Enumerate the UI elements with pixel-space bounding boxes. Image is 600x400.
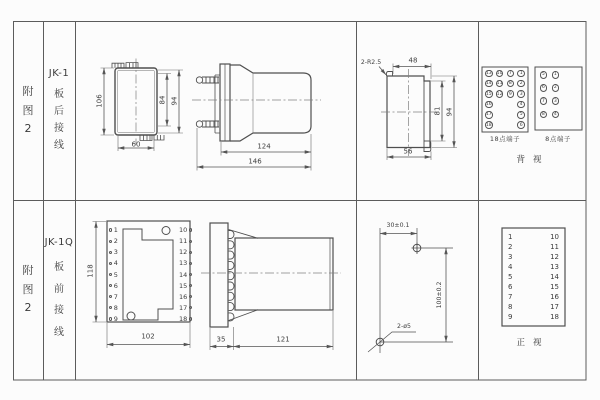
terminal-circle: 5	[517, 111, 525, 119]
terminal-number: 18	[179, 315, 188, 323]
figure-label: 附图2	[22, 263, 34, 315]
terminal-circle: 1	[552, 71, 560, 79]
terminal-block-18	[482, 67, 528, 132]
terminal-row	[109, 237, 122, 245]
terminal-row	[175, 304, 192, 312]
dim-100: 100±0.2	[435, 281, 443, 309]
terminal-number: 11	[179, 237, 188, 246]
table-cell: 15	[550, 283, 559, 291]
dim-35: 35	[216, 335, 226, 344]
terminal-row	[175, 248, 192, 256]
terminal-number: 14	[179, 270, 188, 279]
terminal-mapping-table	[502, 228, 565, 326]
terminal-number: 16	[179, 292, 188, 301]
dim-102: 102	[141, 332, 155, 341]
jk1q-side-view	[201, 223, 341, 350]
wiring-type-label: 板后接线	[54, 88, 64, 152]
dim-30: 30±0.1	[386, 221, 410, 229]
terminal-dot	[109, 273, 112, 276]
terminal-circle: 7	[507, 70, 515, 78]
front-right-terminals	[175, 226, 192, 323]
terminal-circle: 8	[507, 80, 515, 88]
terminal-circle: 15	[485, 91, 492, 97]
front-left-terminals	[109, 226, 122, 323]
dim-106: 106	[95, 94, 104, 108]
terminal-dot	[109, 228, 112, 231]
table-left-column	[508, 233, 512, 321]
terminal-row	[175, 282, 192, 290]
row2-figure-cell	[13, 200, 43, 380]
terminal-dot	[189, 306, 192, 309]
terminal-circle: 2	[552, 84, 560, 92]
table-cell: 9	[508, 313, 513, 321]
dim-118: 118	[86, 264, 95, 278]
front-view-label: 正视	[516, 337, 550, 348]
terminal-dot	[109, 295, 112, 298]
terminal-row	[175, 271, 192, 279]
terminal-col	[507, 70, 515, 98]
terminal-dot	[109, 251, 112, 254]
terminal-row	[175, 226, 192, 234]
terminal-number: 2	[113, 237, 118, 246]
terminal-col	[552, 71, 560, 118]
terminal-circle: 3	[517, 90, 525, 98]
terminal-circle: 6	[517, 121, 525, 129]
terminal-circle: 11	[496, 81, 503, 87]
terminal-row	[109, 248, 122, 256]
table-cell: 12	[550, 253, 559, 261]
model-label: JK-1Q	[44, 237, 74, 248]
terminal-dot	[189, 317, 192, 320]
jk1-side-view	[192, 64, 321, 171]
table-cell: 3	[508, 253, 513, 261]
terminal-row	[109, 271, 122, 279]
terminal-col	[496, 70, 504, 98]
terminal-col	[540, 71, 548, 118]
terminal-dot	[189, 295, 192, 298]
dim-hole-diameter: 2-ø5	[397, 322, 411, 330]
terminal-row	[109, 259, 122, 267]
dim-94-rear: 94	[445, 107, 454, 117]
table-cell: 4	[508, 263, 513, 271]
terminal-circle: 14	[485, 81, 492, 87]
table-cell: 16	[550, 293, 559, 301]
terminal-row	[109, 282, 122, 290]
terminal-number: 5	[113, 270, 118, 279]
terminal-dot	[189, 262, 192, 265]
table-cell: 2	[508, 243, 513, 251]
table-cell: 6	[508, 283, 513, 291]
terminal-row	[109, 293, 122, 301]
figure-label: 附图2	[22, 84, 34, 136]
row2-model-cell	[43, 200, 75, 380]
terminal-circle: 8	[540, 111, 548, 119]
row1-model-cell	[43, 22, 75, 200]
terminal-row	[175, 237, 192, 245]
table-cell: 8	[508, 303, 513, 311]
table-cell: 10	[550, 233, 559, 241]
terminal-number: 3	[113, 248, 118, 257]
terminal-col	[485, 70, 493, 130]
table-right-column	[550, 233, 559, 321]
terminal-circle: 3	[552, 97, 560, 105]
terminal-number: 1	[113, 226, 118, 234]
terminal-number: 4	[113, 259, 118, 268]
terminal-dot	[109, 306, 112, 309]
terminal-dot	[109, 240, 112, 243]
table-cell: 13	[550, 263, 559, 271]
terminal-circle: 6	[540, 84, 548, 92]
terminal-circle: 7	[540, 97, 548, 105]
terminal-circle: 13	[485, 70, 492, 76]
dim-146: 146	[248, 157, 262, 166]
terminal-number: 9	[113, 315, 118, 323]
terminal-number: 12	[179, 248, 188, 257]
back-view-label: 背视	[516, 154, 550, 165]
table-cell: 18	[550, 313, 559, 321]
terminal-col	[517, 70, 525, 130]
table-cell: 14	[550, 273, 559, 281]
terminal-18-label: 18点端子	[489, 134, 521, 143]
terminal-block-8	[535, 67, 582, 130]
terminal-row	[175, 259, 192, 267]
wiring-type-label: 板前接线	[54, 262, 64, 338]
terminal-number: 10	[179, 226, 188, 234]
dim-81: 81	[433, 106, 441, 116]
terminal-number: 6	[113, 281, 118, 290]
terminal-number: 7	[113, 292, 118, 301]
dim-124: 124	[257, 142, 271, 151]
terminal-circle: 5	[540, 71, 548, 79]
terminal-dot	[109, 284, 112, 287]
terminal-dot	[189, 251, 192, 254]
dim-56: 56	[403, 147, 413, 156]
terminal-row	[175, 293, 192, 301]
terminal-circle: 17	[485, 112, 492, 118]
terminal-row	[109, 226, 122, 234]
terminal-row	[109, 315, 122, 323]
dim-60: 60	[131, 140, 141, 148]
table-cell: 5	[508, 273, 513, 281]
terminal-number: 13	[179, 259, 188, 268]
terminal-circle: 4	[517, 101, 525, 109]
dim-84: 84	[158, 95, 167, 105]
terminal-number: 8	[113, 303, 118, 312]
terminal-8-label: 8点端子	[545, 134, 571, 143]
terminal-dot	[189, 284, 192, 287]
terminal-number: 17	[179, 303, 188, 312]
terminal-circle: 1	[517, 70, 525, 78]
terminal-dot	[109, 262, 112, 265]
terminal-circle: 10	[496, 70, 503, 76]
terminal-circle: 4	[552, 111, 560, 119]
table-cell: 7	[508, 293, 513, 301]
terminal-row	[175, 315, 192, 323]
dim-94: 94	[170, 96, 179, 106]
table-cell: 17	[550, 303, 559, 311]
dim-121: 121	[276, 335, 290, 344]
terminal-dot	[189, 228, 192, 231]
terminal-circle: 2	[517, 80, 525, 88]
table-cell: 11	[550, 243, 559, 251]
terminal-dot	[189, 273, 192, 276]
terminal-circle: 12	[496, 91, 503, 97]
terminal-dot	[109, 317, 112, 320]
row1-figure-cell	[13, 22, 43, 200]
terminal-number: 15	[179, 281, 188, 290]
model-label: JK-1	[48, 67, 70, 79]
terminal-circle: 9	[507, 90, 515, 98]
terminal-row	[109, 304, 122, 312]
table-cell: 1	[508, 233, 513, 241]
terminal-dot	[189, 240, 192, 243]
terminal-circle: 16	[485, 101, 492, 107]
dim-corner-radius: 2-R2.5	[360, 58, 382, 66]
terminal-circle: 18	[485, 122, 492, 128]
dim-48: 48	[408, 56, 418, 65]
